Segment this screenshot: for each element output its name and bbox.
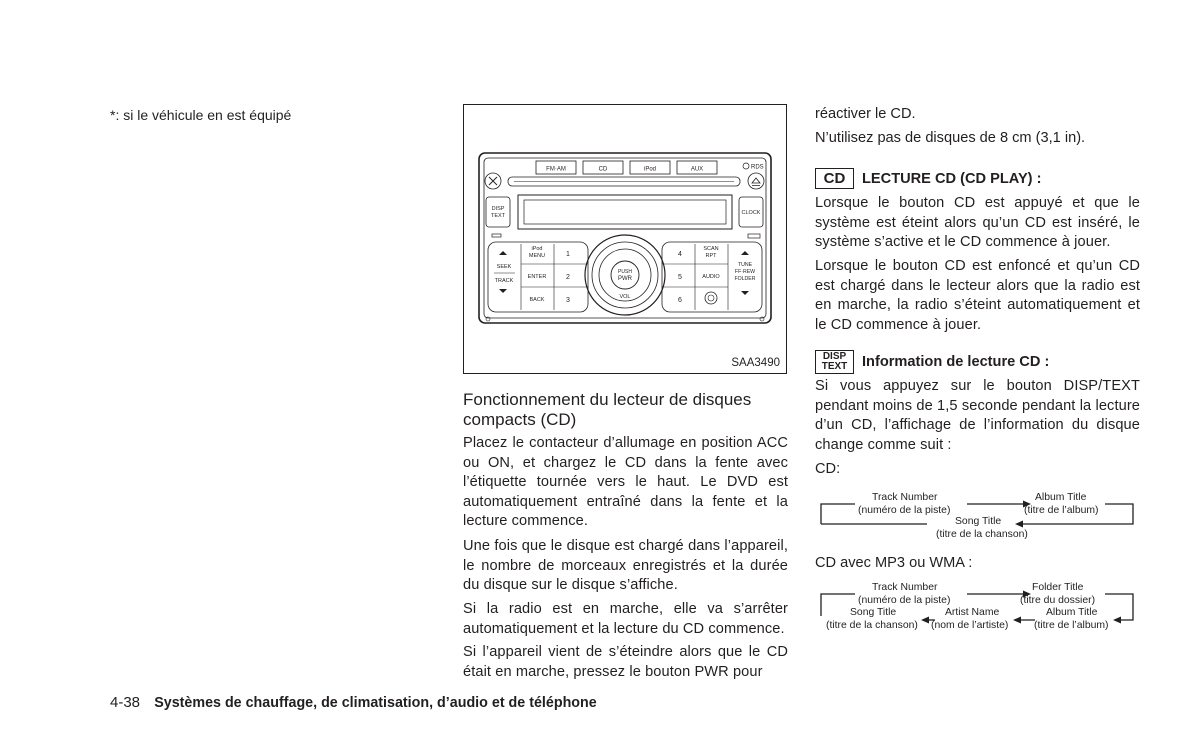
mp3-flow-label: CD avec MP3 ou WMA : (815, 555, 973, 571)
page-footer (110, 694, 597, 711)
text-key-label: TEXT (821, 361, 848, 372)
flow-mp3-track-number-fr: (numéro de la piste) (858, 595, 951, 606)
preset-4-label: 4 (678, 251, 682, 258)
preset-1-label: 1 (566, 251, 570, 258)
cd-play-heading (815, 168, 1041, 189)
ff-rew-label: FF·REW (734, 269, 756, 275)
mp3-info-flow-diagram (815, 580, 1140, 635)
rds-label: RDS (751, 164, 764, 171)
rpt-label: RPT (705, 253, 717, 259)
flow-track-number-fr: (numéro de la piste) (858, 505, 951, 516)
radio-figure (463, 104, 787, 374)
flow-mp3-song-title-fr: (titre de la chanson) (826, 620, 918, 631)
section-heading-line-2: compacts (CD) (463, 410, 577, 429)
preset-6-label: 6 (678, 297, 682, 304)
right-text-0b: N’utilisez pas de disques de 8 cm (3,1 in). (815, 130, 1086, 146)
info-title: Information de lecture CD : (862, 354, 1050, 370)
folder-label: FOLDER (734, 276, 756, 282)
preset-5-label: 5 (678, 274, 682, 281)
flow-mp3-song-title: Song Title (850, 607, 897, 618)
middle-paragraph-1: Placez le contacteur d’allumage en position ACC ou ON, et chargez le CD dans la fente avec l’étiquette tournée vers le haut. Le DVD est automatiquement entraîné dans la fente et la lecture commence. (463, 435, 788, 530)
cd-key-icon (815, 168, 854, 189)
preset-2-label: 2 (566, 274, 570, 281)
cd-flow-label: CD: (815, 461, 841, 477)
right-paragraph-2: Lorsque le bouton CD est enfoncé et qu’un CD est chargé dans le lecteur alors que la radio est en marche, la radio s’éteint automatiquement et le CD commence à jouer. (815, 258, 1140, 333)
flow-mp3-folder-title: Folder Title (1032, 582, 1084, 593)
pwr-label: PWR (618, 276, 632, 282)
right-paragraph-3: Si vous appuyez sur le bouton DISP/TEXT pendant moins de 1,5 seconde pendant la lecture d’un CD, l’affichage de l’information du disque change comme suit : (815, 378, 1140, 453)
cd-info-flow-diagram (815, 490, 1140, 545)
track-label: TRACK (494, 278, 514, 284)
right-text-0a: réactiver le CD. (815, 106, 916, 122)
flow-mp3-artist-name-fr: (nom de l’artiste) (931, 620, 1009, 631)
clock-button-label: CLOCK (741, 210, 761, 216)
figure-code: SAA3490 (731, 357, 780, 369)
enter-label: ENTER (527, 274, 547, 280)
ipod-menu-label-2: MENU (528, 253, 546, 259)
flow-album-title-fr: (titre de l’album) (1024, 505, 1099, 516)
fm-am-button-label: FM·AM (546, 166, 566, 173)
cd-play-title: LECTURE CD (CD PLAY) : (862, 170, 1042, 187)
ipod-source-label: iPod (643, 166, 657, 173)
flow-mp3-album-title: Album Title (1046, 607, 1098, 618)
flow-mp3-artist-name: Artist Name (945, 607, 1000, 618)
text-button-label: TEXT (490, 213, 506, 219)
flow-track-number: Track Number (872, 492, 938, 503)
cd-key-label: CD (823, 169, 846, 187)
middle-paragraph-2: Une fois que le disque est chargé dans l’appareil, le nombre de morceaux enregistrés et la durée du disque sur le disque s’affiche. (463, 538, 788, 594)
section-heading (463, 390, 793, 430)
flow-album-title: Album Title (1035, 492, 1087, 503)
tune-label: TUNE (737, 262, 753, 268)
aux-source-label: AUX (690, 166, 704, 173)
cd-source-label: CD (598, 166, 608, 173)
vol-label: VOL (619, 294, 631, 300)
seek-label: SEEK (496, 264, 512, 270)
audio-label: AUDIO (702, 274, 720, 280)
middle-paragraph-3: Si la radio est en marche, elle va s’arrêter automatiquement et la lecture du CD commence. (463, 601, 788, 637)
flow-mp3-folder-title-fr: (titre du dossier) (1020, 595, 1096, 606)
equipped-note: *: si le véhicule en est équipé (110, 107, 292, 123)
middle-paragraph-4: Si l’appareil vient de s’éteindre alors que le CD était en marche, pressez le bouton PWR pour (463, 644, 788, 680)
section-heading-line-1: Fonctionnement du lecteur de disques (463, 390, 752, 409)
disp-text-key-icon (815, 350, 854, 374)
radio-unit-illustration (464, 105, 786, 373)
flow-mp3-album-title-fr: (titre de l’album) (1034, 620, 1109, 631)
flow-mp3-track-number: Track Number (872, 582, 938, 593)
info-heading (815, 350, 1049, 374)
flow-song-title: Song Title (955, 516, 1002, 527)
flow-song-title-fr: (titre de la chanson) (936, 529, 1028, 540)
chapter-title: Systèmes de chauffage, de climatisation, d’audio et de téléphone (154, 695, 597, 711)
disp-button-label: DISP (491, 206, 505, 212)
back-label: BACK (529, 297, 545, 303)
ipod-menu-label-1: iPod (531, 246, 543, 252)
disp-key-label: DISP (822, 351, 847, 362)
scan-label: SCAN (703, 246, 719, 252)
preset-3-label: 3 (566, 297, 570, 304)
page-number: 4-38 (110, 694, 141, 711)
right-paragraph-1: Lorsque le bouton CD est appuyé et que le système est éteint alors qu’un CD est inséré, le système s’active et le CD commence à jouer. (815, 195, 1140, 251)
push-label: PUSH (618, 269, 632, 275)
